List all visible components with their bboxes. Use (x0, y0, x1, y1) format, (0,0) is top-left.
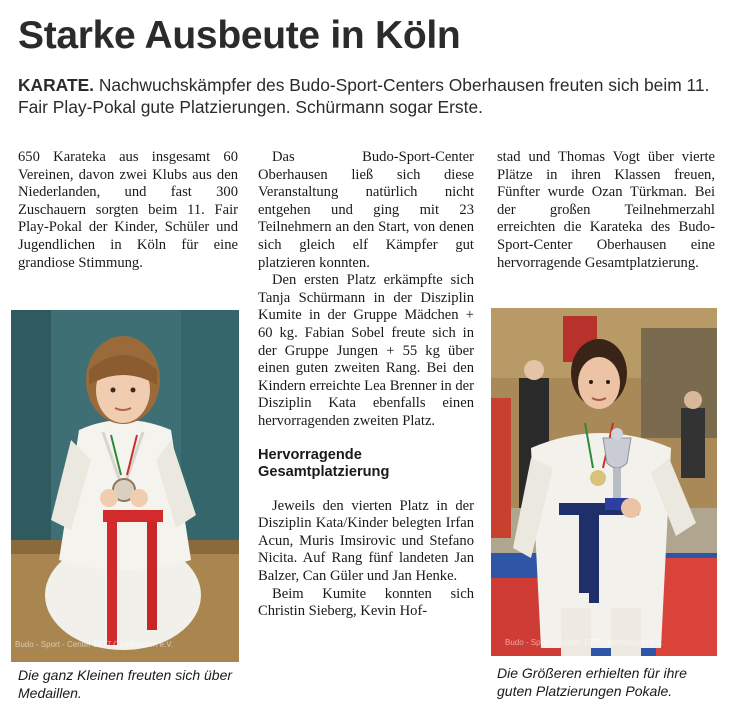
column-2-paragraph-1: Das Budo-Sport-Center Oberhausen ließ sich diese Veranstaltung natürlich nicht entgehen und ging mit 23 Teilnehmern an den Start, von denen sich gleich elf Kämpfer gut platzieren konnten. (258, 149, 474, 271)
article-kicker: KARATE. (18, 75, 94, 95)
column-2 (258, 149, 474, 621)
article-headline: Starke Ausbeute in Köln (18, 14, 461, 57)
article-lead (18, 74, 718, 118)
column-2-paragraph-4: Beim Kumite konnten sich Christin Sieberg, Kevin Hof- (258, 585, 474, 620)
photo-left-watermark: Budo - Sport - Center 1977 Oberhausen e.V. (15, 640, 174, 649)
photo-right-caption: Die Größeren erhielten für ihre guten Platzierungen Pokale. (497, 665, 687, 699)
column-1 (18, 149, 238, 272)
column-3-paragraph-1: stad und Thomas Vogt über vierte Plätze in ihren Klassen freuen, Fünfter wurde Ozan Türkman. Bei der großen Teilnehmerzahl erreichten die Karateka des Budo-Sport-Center Oberhausen eine hervorragende Gesamtplatzierung. (497, 149, 715, 271)
photo-left-caption: Die ganz Kleinen freuten sich über Medaillen. (18, 667, 233, 701)
section-subheading: Hervorragende Gesamtplatzierung (258, 446, 390, 481)
column-1-paragraph-1: 650 Karateka aus insgesamt 60 Vereinen, davon zwei Klubs aus den Niederlanden, und fast 300 Zuschauern sorgten beim 11. Fair Play-Pokal der Kinder, Schüler und Jugendlichen in Köln für eine grandiose Stimmung. (18, 149, 238, 271)
column-2-paragraph-3: Jeweils den vierten Platz in der Disziplin Kata/Kinder belegten Irfan Acun, Muris Imsirovic und Stefano Nicita. Auf Rang fünf landeten Jan Balzer, Can Güler und Jan Henke. (258, 497, 474, 585)
column-3 (497, 149, 715, 272)
photo-girl-with-medal-image (11, 310, 239, 662)
article-lead-text: Nachwuchskämpfer des Budo-Sport-Centers Oberhausen freuten sich beim 11. Fair Play-Pokal gute Platzierungen. Schürmann sogar Erste. (18, 75, 710, 117)
photo-girl-with-trophy-image (491, 308, 717, 656)
column-2-paragraph-2: Den ersten Platz erkämpfte sich Tanja Schürmann in der Disziplin Kumite in der Gruppe Mädchen + 60 kg. Fabian Sobel freute sich in der Gruppe Jungen + 55 kg über einen guten zweiten Rang. Bei den Kindern erreichte Lea Brenner in der Disziplin Kata ebenfalls einen hervorragenden zweiten Platz. (258, 272, 474, 429)
photo-right-watermark: Budo - Sport - Center 1977 Oberhausen e.V. (505, 638, 664, 647)
photo-girl-with-trophy (491, 308, 717, 656)
photo-girl-with-medal (11, 310, 239, 662)
